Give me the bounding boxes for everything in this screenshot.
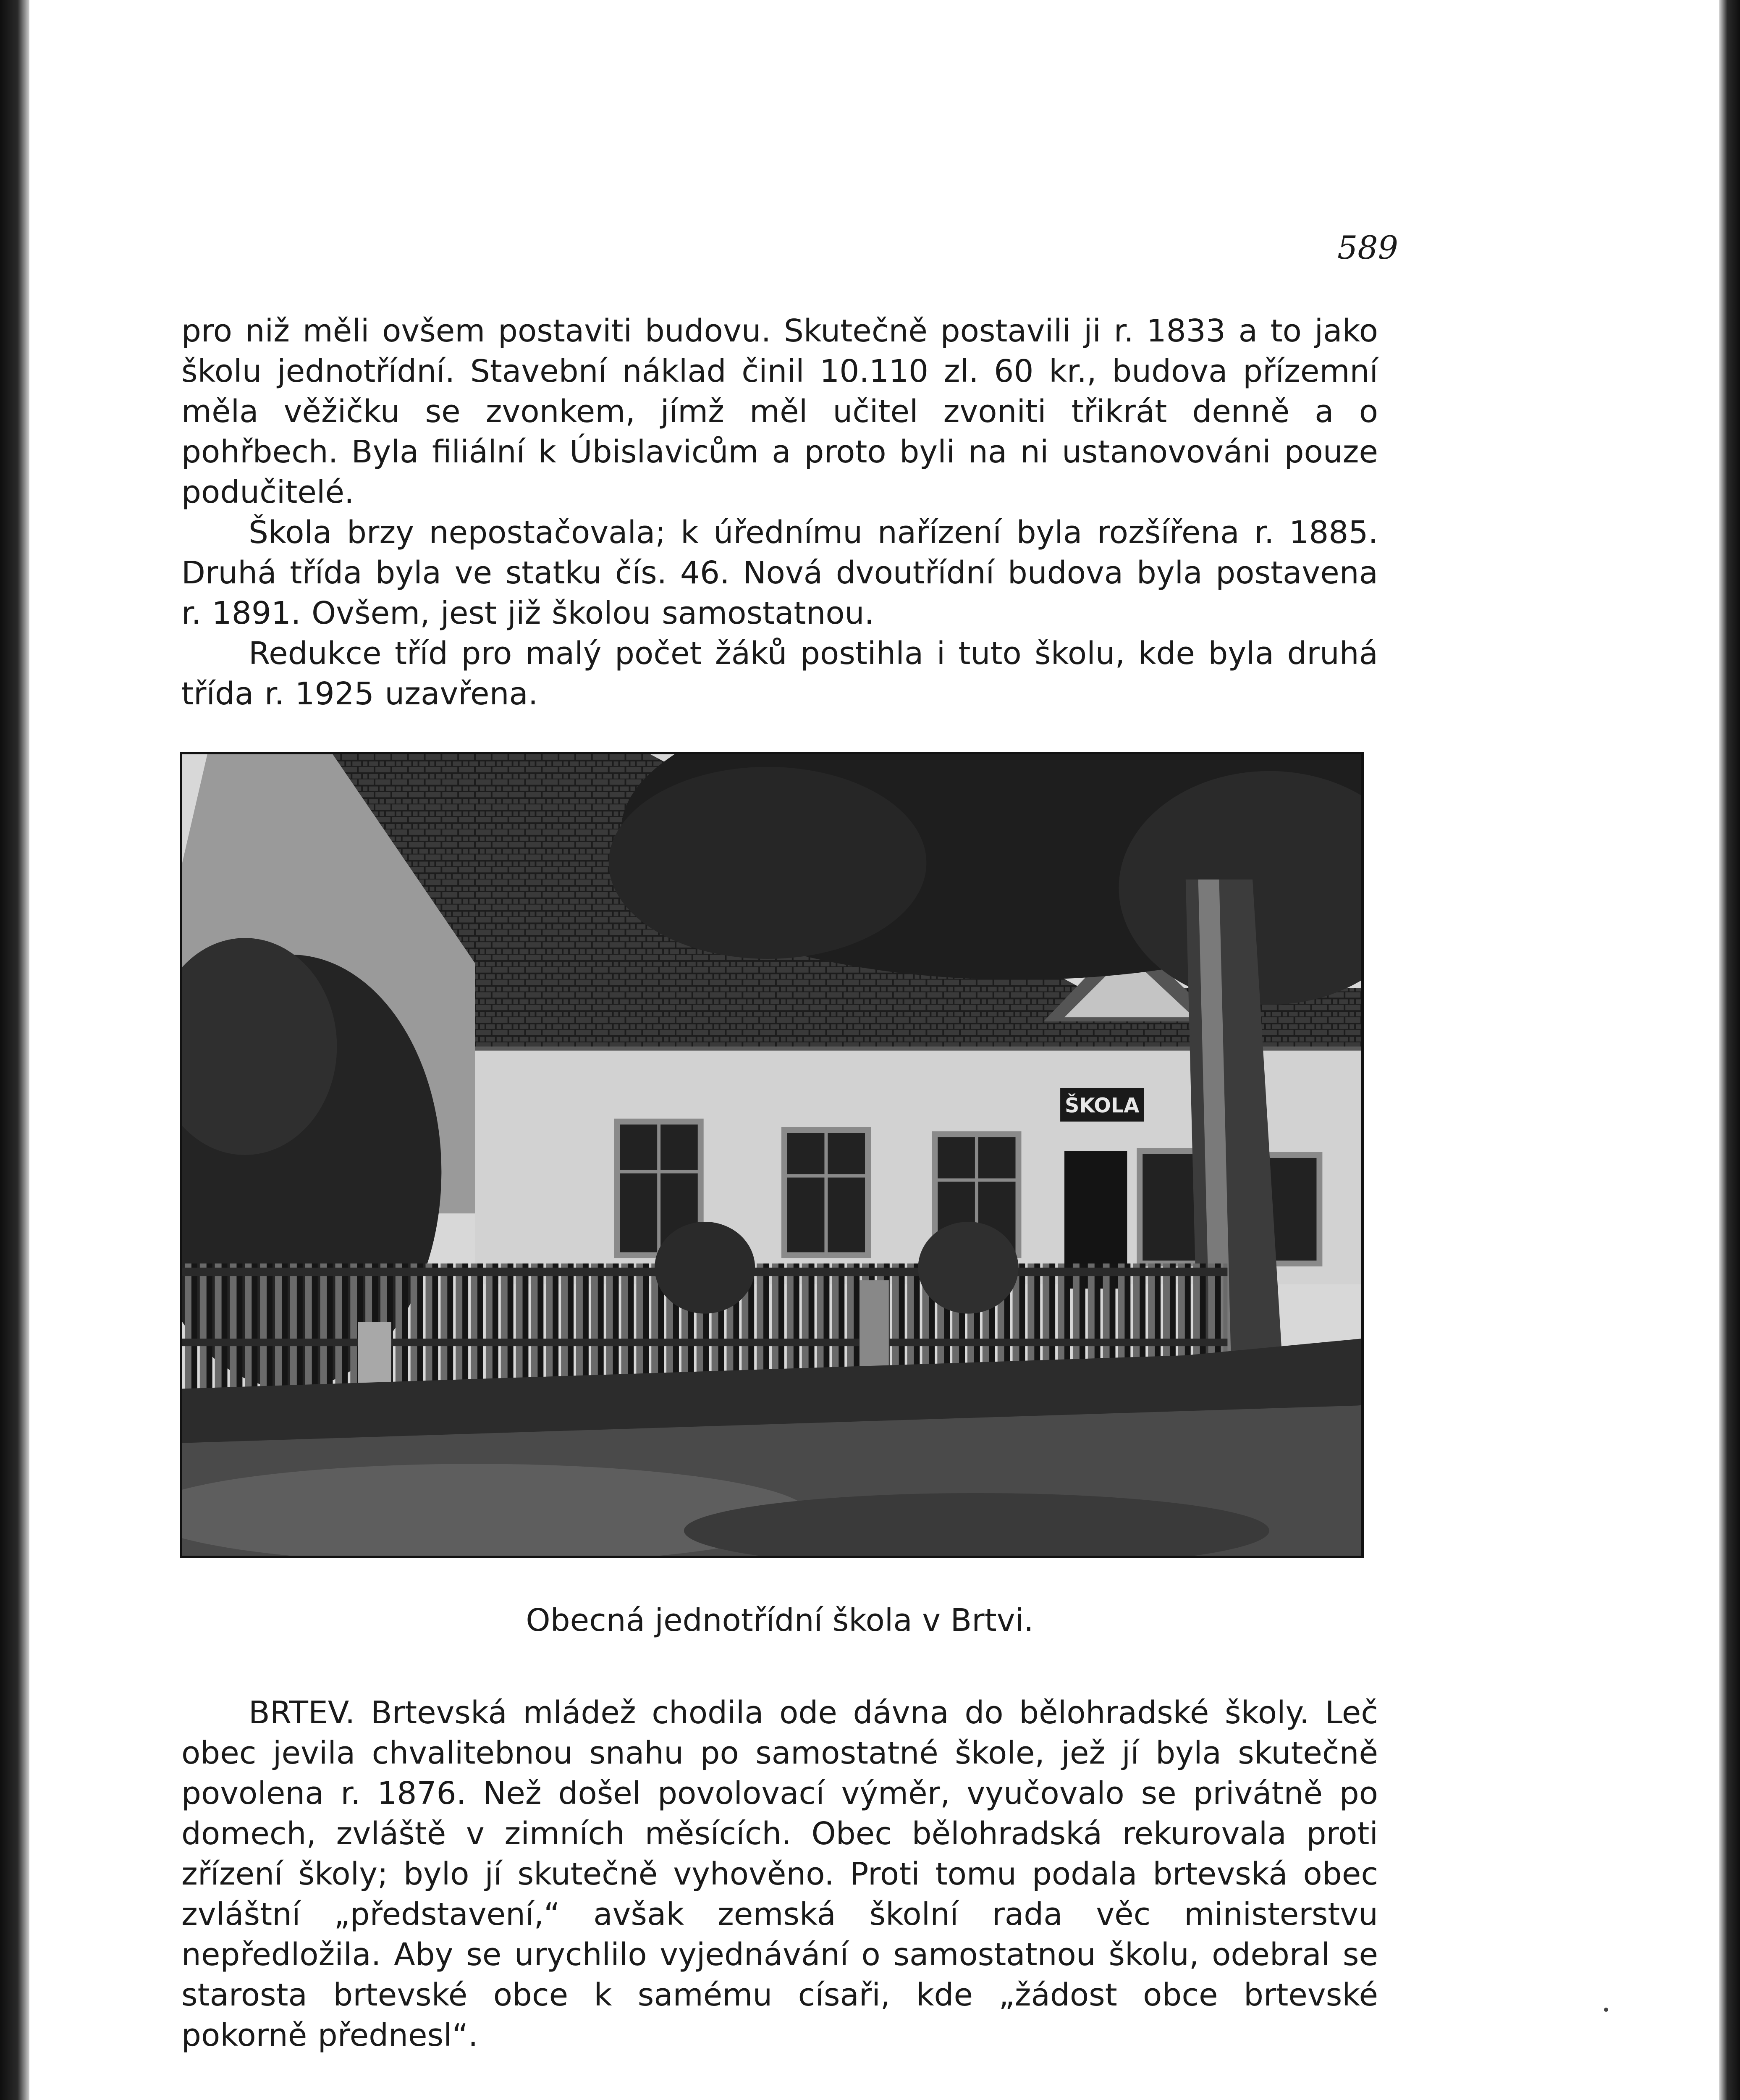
scan-edge-right: [1719, 0, 1740, 2100]
scan-edge-left: [0, 0, 29, 2100]
school-photograph: [180, 752, 1364, 1558]
paragraph: Redukce tříd pro malý počet žáků postihla i tuto školu, kde byla druhá třída r. 1925 uzavřena.: [181, 635, 1378, 712]
school-sign: ŠKOLA: [1064, 1094, 1140, 1118]
page-number: 589: [1337, 229, 1398, 266]
scan-speck: [1604, 2008, 1608, 2012]
paragraph: BRTEV. Brtevská mládež chodila ode dávna do bělohradské školy. Leč obec jevila chvalitebnou snahu po samostatné škole, jež jí byla skutečně povolena r. 1876. Než došel povolovací výměr, vyučovalo se privátně po domech, zvláště v zimních měsících. Obec bělohradská rekurovala proti zřízení školy; bylo jí skutečně vyhověno. Proti tomu podala brtevská obec zvláštní „představení,“ avšak zemská školní rada věc ministerstvu nepředložila. Aby se urychlilo vyjednávání o samostatnou školu, odebral se starosta brtevské obce k samému císaři, kde „žádost obce brtevské pokorně přednesl“.: [181, 1695, 1378, 2053]
paragraph: Škola brzy nepostačovala; k úřednímu nařízení byla rozšířena r. 1885. Druhá třída byla ve statku čís. 46. Nová dvoutřídní budova byla postavena r. 1891. Ovšem, jest již školou samostatnou.: [181, 514, 1378, 631]
body-text-top: [181, 311, 1378, 714]
school-building-illustration: [182, 754, 1361, 1556]
photo-caption: Obecná jednotřídní škola v Brtvi.: [526, 1602, 1034, 1638]
body-text-bottom: [181, 1693, 1378, 2055]
paragraph: pro niž měli ovšem postaviti budovu. Skutečně postavili ji r. 1833 a to jako školu jednotřídní. Stavební náklad činil 10.110 zl. 60 kr., budova přízemní měla věžičku se zvonkem, jímž měl učitel zvoniti třikrát denně a o pohřbech. Byla filiální k Úbislavicům a proto byli na ni ustanovováni pouze podučitelé.: [181, 313, 1378, 510]
